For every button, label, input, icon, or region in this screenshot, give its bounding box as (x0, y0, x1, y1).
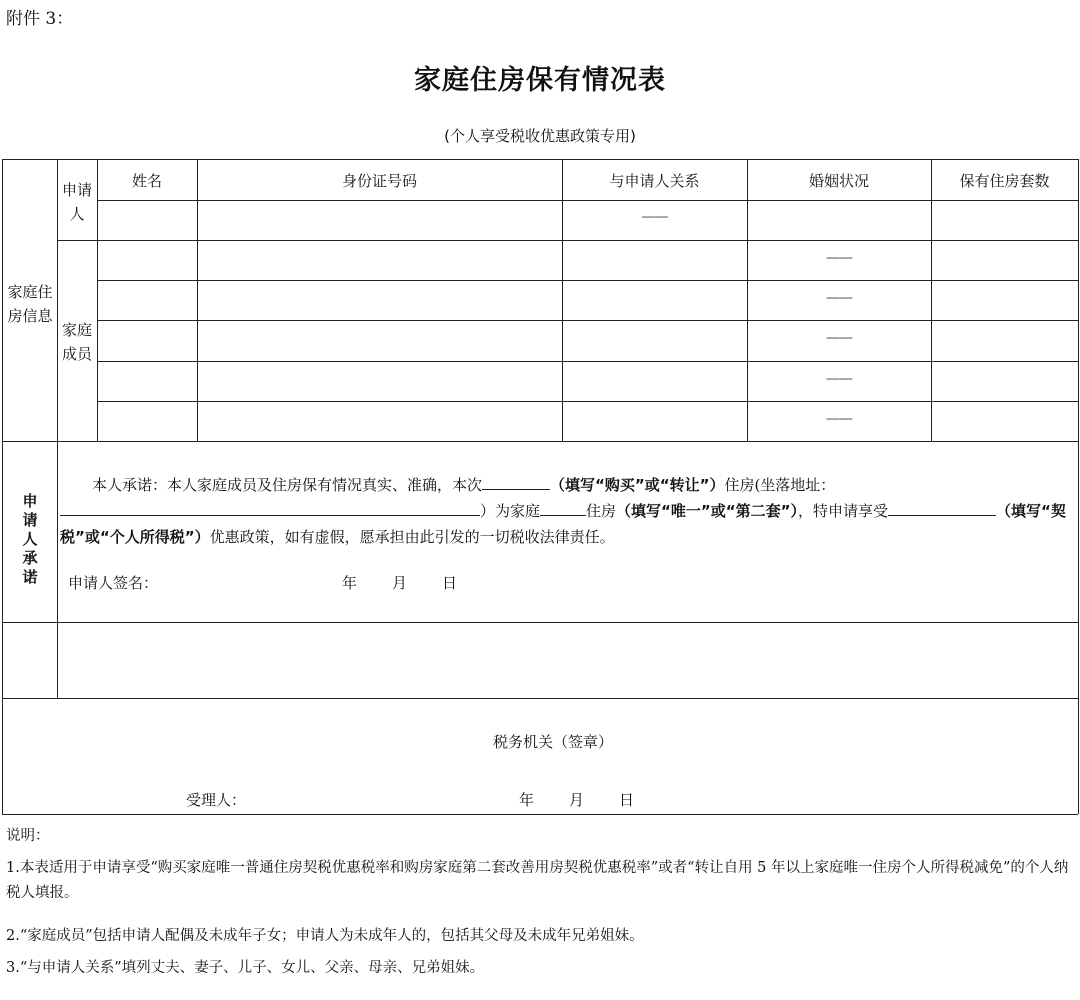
table-grid-line (57, 240, 1078, 241)
sign-date-year: 年 (342, 574, 358, 592)
tax-office-seal-label: 税务机关（签章） (493, 733, 614, 751)
sign-date-month: 月 (392, 574, 408, 592)
promise-fill-hint: （填写“购买”或“转让”） (550, 476, 725, 494)
promise-text (60, 472, 1076, 550)
table-border-left (2, 159, 3, 814)
table-grid-line (57, 159, 58, 698)
dash-family-marital: —— (826, 371, 852, 387)
column-header-name: 姓名 (131, 172, 162, 190)
promise-text-part: ）为家庭 (480, 502, 541, 520)
page-subtitle: (个人享受税收优惠政策专用) (444, 127, 636, 145)
promise-text-part: 本人承诺：本人家庭成员及住房保有情况真实、准确，本次 (92, 476, 483, 494)
table-grid-line (97, 159, 98, 441)
promise-fill-hint: （填写“契税”或“个人所得税”） (60, 502, 1066, 546)
table-grid-line (197, 159, 198, 441)
handler-label: 受理人： (186, 791, 247, 809)
blank-tax-type[interactable] (888, 500, 996, 516)
handler-date-month: 月 (569, 791, 585, 809)
table-grid-line (2, 441, 1078, 442)
column-header-housing-count: 保有住房套数 (959, 172, 1050, 190)
page-title: 家庭住房保有情况表 (414, 65, 666, 96)
note-item-3: 3.“与申请人关系”填列丈夫、妻子、儿子、女儿、父亲、母亲、兄弟姐妹。 (6, 960, 485, 976)
applicant-signature-label: 申请人签名： (68, 574, 159, 592)
sign-date-day: 日 (442, 574, 458, 592)
promise-text-part: ，特申请享受 (797, 502, 888, 520)
dash-family-marital: —— (826, 411, 852, 427)
note-item-1: 1.本表适用于申请享受“购买家庭唯一普通住房契税优惠税率和购房家庭第二套改善用房契税优惠税率”或者“转让自用 5 年以上家庭唯一住房个人所得税减免”的个人纳税人填报。 (6, 860, 1069, 901)
table-border-bottom (2, 814, 1078, 815)
table-grid-line (931, 159, 932, 441)
promise-text-part: 住房(坐落地址： (724, 476, 836, 494)
blank-unique-or-second[interactable] (540, 500, 586, 516)
table-border-top (2, 159, 1078, 160)
section-label-housing-info: 家庭住房信息 (7, 283, 53, 325)
column-header-marital-status: 婚姻状况 (808, 172, 869, 190)
column-header-relationship: 与申请人关系 (609, 172, 700, 190)
dash-family-marital: —— (826, 330, 852, 346)
promise-text-part: 优惠政策，如有虚假，愿承担由此引发的一切税收法律责任。 (209, 528, 615, 546)
section-label-applicant-promise: 申请人承诺 (22, 492, 38, 586)
handler-date-year: 年 (519, 791, 535, 809)
dash-family-marital: —— (826, 250, 852, 266)
table-border-right (1078, 159, 1079, 814)
attachment-label: 附件 3： (6, 9, 74, 29)
dash-applicant-relationship: —— (641, 209, 668, 225)
table-grid-line (2, 698, 1078, 699)
blank-purchase-or-transfer[interactable] (482, 474, 550, 490)
handler-date-day: 日 (619, 791, 635, 809)
blank-property-address[interactable] (60, 500, 480, 516)
promise-fill-hint: （填写“唯一”或“第二套”） (616, 502, 798, 520)
table-grid-line (562, 159, 563, 441)
dash-family-marital: —— (826, 290, 852, 306)
table-grid-line (2, 622, 1078, 623)
row-label-applicant: 申请人 (61, 181, 92, 223)
notes-heading: 说明： (6, 828, 50, 844)
column-header-id-number: 身份证号码 (341, 172, 417, 190)
row-label-family-members: 家庭成员 (61, 321, 92, 363)
note-item-2: 2.“家庭成员”包括申请人配偶及未成年子女；申请人为未成年人的，包括其父母及未成年兄弟姐妹。 (6, 928, 644, 944)
promise-text-part: 住房 (586, 502, 617, 520)
